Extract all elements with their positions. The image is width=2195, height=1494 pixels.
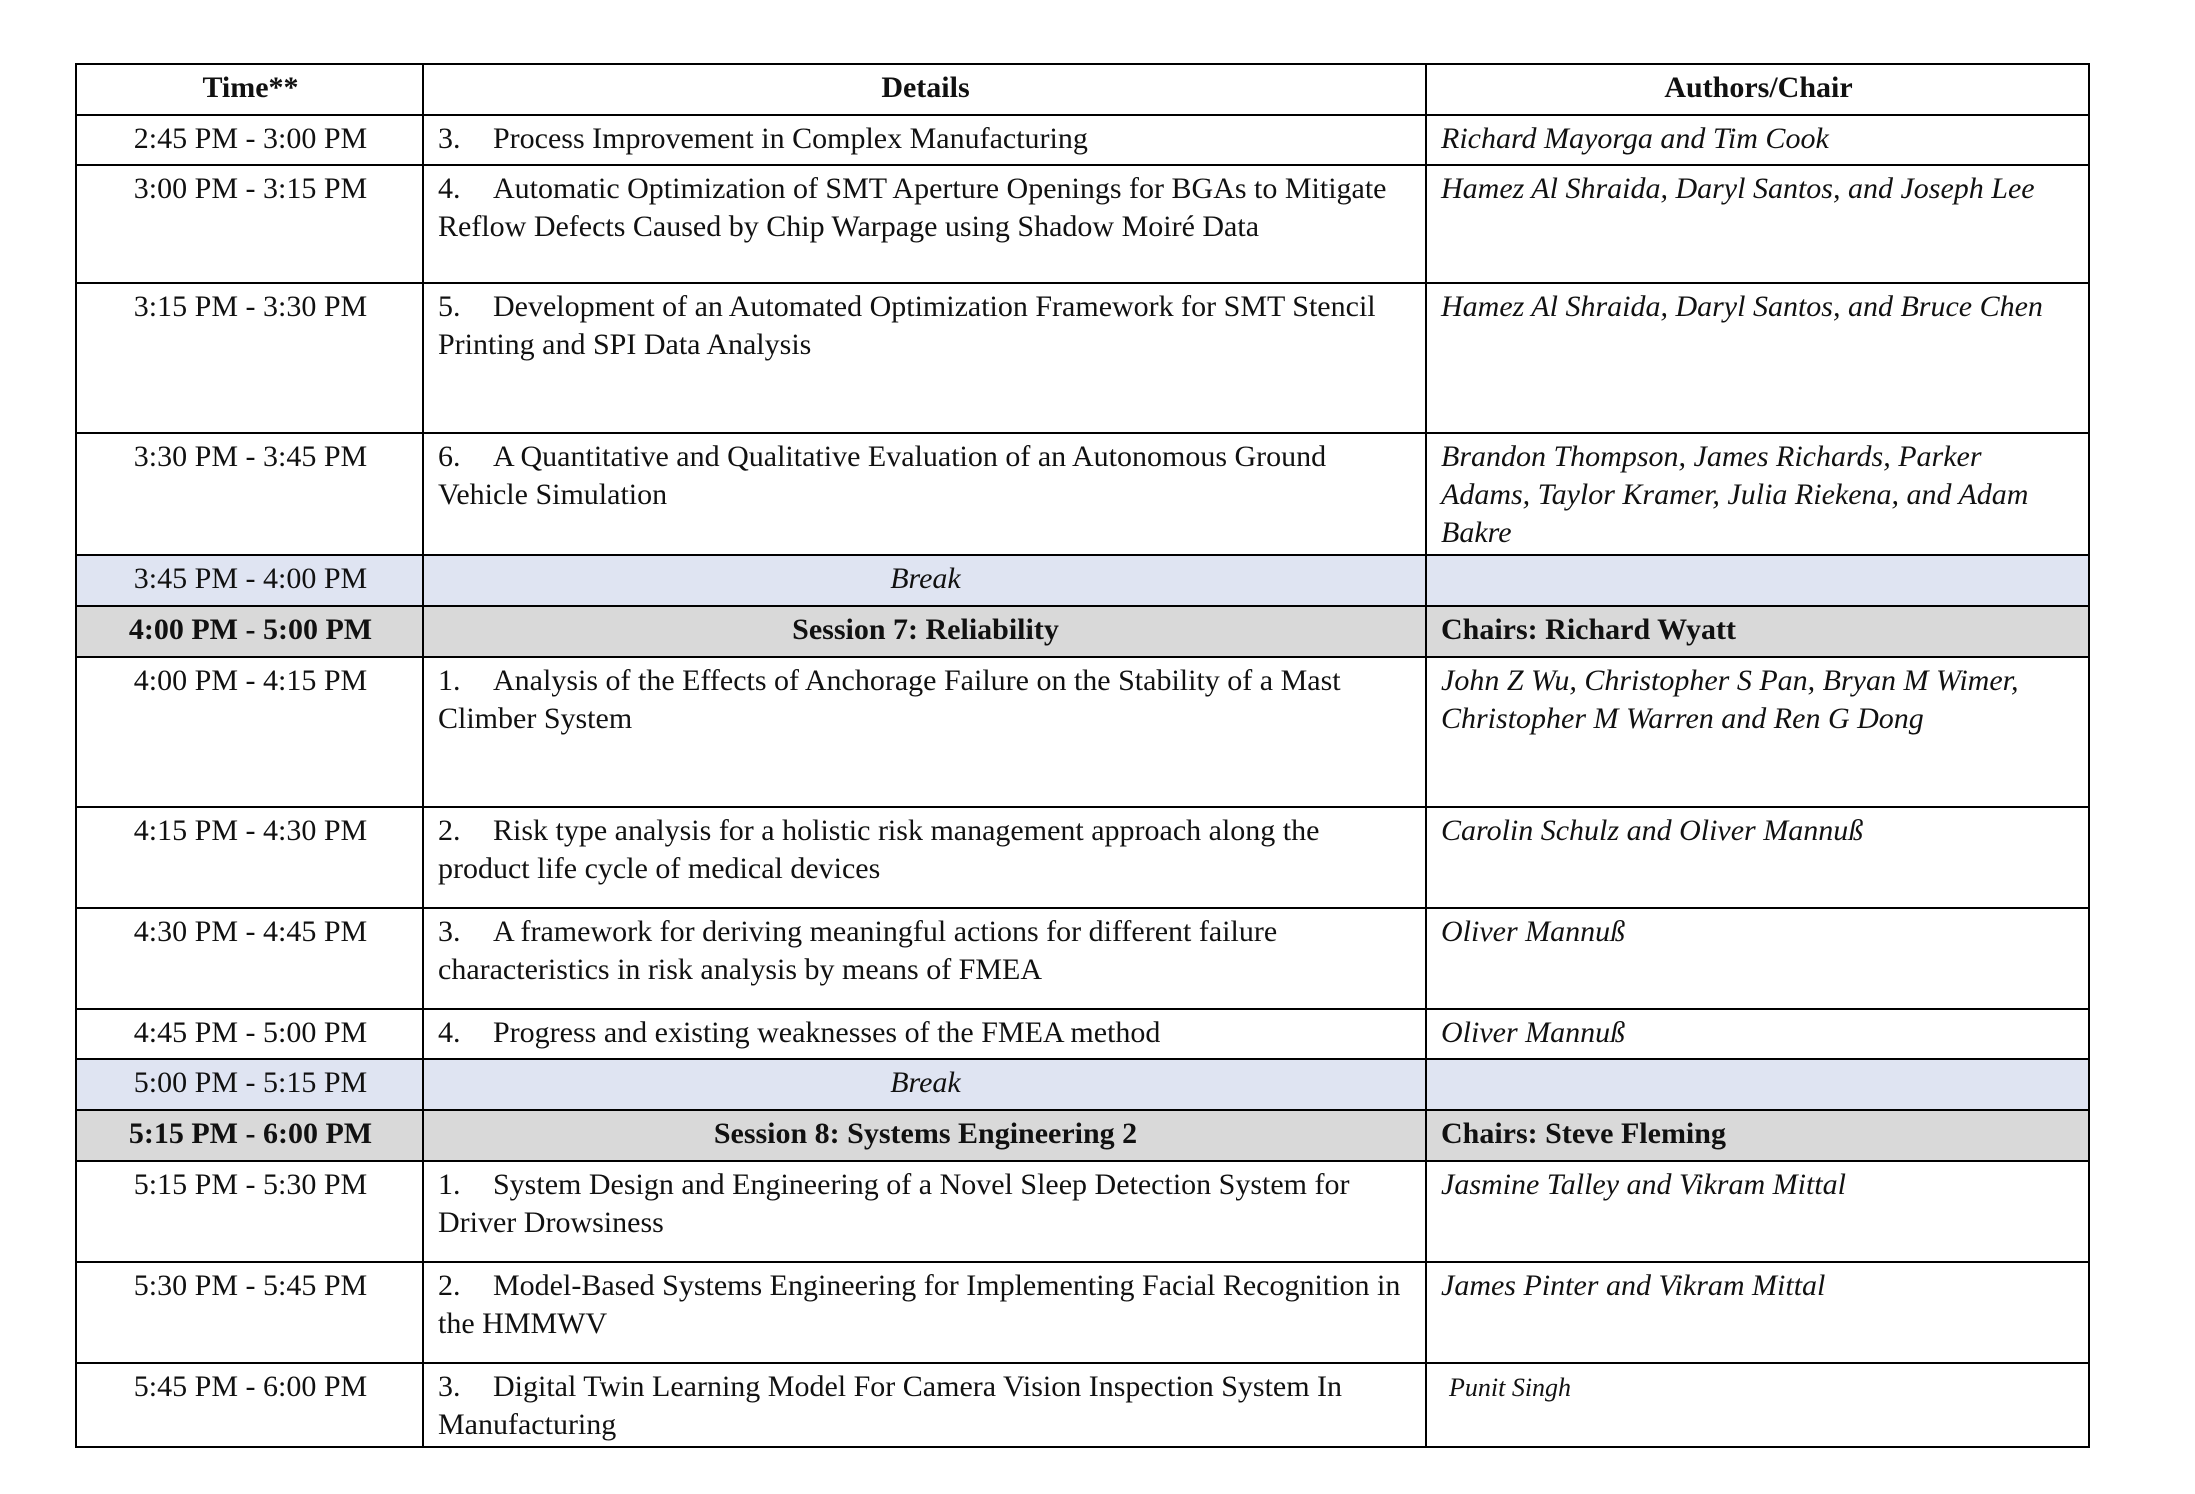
authors-cell: James Pinter and Vikram Mittal: [1426, 1262, 2089, 1363]
authors-cell: Carolin Schulz and Oliver Mannuß: [1426, 807, 2089, 908]
time-cell: 3:15 PM - 3:30 PM: [76, 283, 423, 433]
authors-cell: Oliver Mannuß: [1426, 1009, 2089, 1059]
item-number: 5.: [438, 290, 461, 323]
table-row: [76, 433, 2089, 555]
table-row: [76, 1009, 2089, 1059]
details-cell: [423, 433, 1426, 555]
item-number: 3.: [438, 1370, 461, 1403]
authors-cell: Hamez Al Shraida, Daryl Santos, and Bruce Chen: [1426, 283, 2089, 433]
paper-title: Development of an Automated Optimization Framework for SMT Stencil Printing and SPI Data Analysis: [438, 290, 1376, 361]
authors-cell: Oliver Mannuß: [1426, 908, 2089, 1009]
item-number: 3.: [438, 915, 461, 948]
time-cell: 4:30 PM - 4:45 PM: [76, 908, 423, 1009]
details-cell: [423, 115, 1426, 165]
session-row: [76, 606, 2089, 657]
table-row: [76, 657, 2089, 807]
header-time: Time**: [76, 64, 423, 115]
session-title: Session 8: Systems Engineering 2: [423, 1110, 1426, 1161]
paper-title: Digital Twin Learning Model For Camera Vision Inspection System In Manufacturing: [438, 1370, 1343, 1441]
paper-title: Risk type analysis for a holistic risk management approach along the product life cycle of medical devices: [438, 814, 1320, 885]
authors-cell: Hamez Al Shraida, Daryl Santos, and Joseph Lee: [1426, 165, 2089, 283]
item-number: 6.: [438, 440, 461, 473]
details-cell: [423, 1009, 1426, 1059]
paper-title: Model-Based Systems Engineering for Implementing Facial Recognition in the HMMWV: [438, 1269, 1401, 1340]
time-cell: 4:00 PM - 4:15 PM: [76, 657, 423, 807]
table-row: [76, 283, 2089, 433]
item-number: 2.: [438, 814, 461, 847]
time-cell: 4:00 PM - 5:00 PM: [76, 606, 423, 657]
schedule-table: [75, 63, 2090, 1448]
session-title: Session 7: Reliability: [423, 606, 1426, 657]
details-cell: [423, 165, 1426, 283]
break-label: Break: [423, 1059, 1426, 1110]
time-cell: 3:45 PM - 4:00 PM: [76, 555, 423, 606]
item-number: 2.: [438, 1269, 461, 1302]
paper-title: System Design and Engineering of a Novel Sleep Detection System for Driver Drowsiness: [438, 1168, 1350, 1239]
paper-title: Analysis of the Effects of Anchorage Failure on the Stability of a Mast Climber System: [438, 664, 1341, 735]
authors-text: Punit Singh: [1449, 1373, 1572, 1402]
details-cell: [423, 908, 1426, 1009]
header-authors: Authors/Chair: [1426, 64, 2089, 115]
paper-title: A Quantitative and Qualitative Evaluation of an Autonomous Ground Vehicle Simulation: [438, 440, 1327, 511]
time-cell: 3:00 PM - 3:15 PM: [76, 165, 423, 283]
item-number: 1.: [438, 664, 461, 697]
authors-cell: Brandon Thompson, James Richards, Parker Adams, Taylor Kramer, Julia Riekena, and Adam Bakre: [1426, 433, 2089, 555]
item-number: 3.: [438, 122, 461, 155]
authors-cell: Jasmine Talley and Vikram Mittal: [1426, 1161, 2089, 1262]
paper-title: Automatic Optimization of SMT Aperture Openings for BGAs to Mitigate Reflow Defects Caused by Chip Warpage using Shadow Moiré Data: [438, 172, 1387, 243]
details-cell: [423, 1363, 1426, 1447]
time-cell: 5:45 PM - 6:00 PM: [76, 1363, 423, 1447]
authors-cell: [1426, 1363, 2089, 1447]
authors-cell: [1426, 555, 2089, 606]
authors-cell: Richard Mayorga and Tim Cook: [1426, 115, 2089, 165]
session-row: [76, 1110, 2089, 1161]
session-chairs: Chairs: Richard Wyatt: [1426, 606, 2089, 657]
details-cell: [423, 1262, 1426, 1363]
authors-cell: John Z Wu, Christopher S Pan, Bryan M Wimer, Christopher M Warren and Ren G Dong: [1426, 657, 2089, 807]
session-chairs: Chairs: Steve Fleming: [1426, 1110, 2089, 1161]
time-cell: 4:45 PM - 5:00 PM: [76, 1009, 423, 1059]
details-cell: [423, 657, 1426, 807]
time-cell: 5:15 PM - 6:00 PM: [76, 1110, 423, 1161]
item-number: 1.: [438, 1168, 461, 1201]
paper-title: Progress and existing weaknesses of the FMEA method: [493, 1016, 1161, 1049]
details-cell: [423, 807, 1426, 908]
time-cell: 3:30 PM - 3:45 PM: [76, 433, 423, 555]
table-row: [76, 1161, 2089, 1262]
time-cell: 4:15 PM - 4:30 PM: [76, 807, 423, 908]
table-row: [76, 165, 2089, 283]
table-row: [76, 115, 2089, 165]
break-row: [76, 555, 2089, 606]
header-details: Details: [423, 64, 1426, 115]
time-cell: 5:30 PM - 5:45 PM: [76, 1262, 423, 1363]
break-label: Break: [423, 555, 1426, 606]
paper-title: Process Improvement in Complex Manufacturing: [493, 122, 1088, 155]
time-cell: 5:00 PM - 5:15 PM: [76, 1059, 423, 1110]
table-row: [76, 1262, 2089, 1363]
details-cell: [423, 283, 1426, 433]
details-cell: [423, 1161, 1426, 1262]
table-row: [76, 1363, 2089, 1447]
time-cell: 5:15 PM - 5:30 PM: [76, 1161, 423, 1262]
item-number: 4.: [438, 172, 461, 205]
time-cell: 2:45 PM - 3:00 PM: [76, 115, 423, 165]
table-row: [76, 908, 2089, 1009]
break-row: [76, 1059, 2089, 1110]
table-row: [76, 807, 2089, 908]
item-number: 4.: [438, 1016, 461, 1049]
authors-cell: [1426, 1059, 2089, 1110]
header-row: [76, 64, 2089, 115]
paper-title: A framework for deriving meaningful actions for different failure characteristics in risk analysis by means of FMEA: [438, 915, 1278, 986]
